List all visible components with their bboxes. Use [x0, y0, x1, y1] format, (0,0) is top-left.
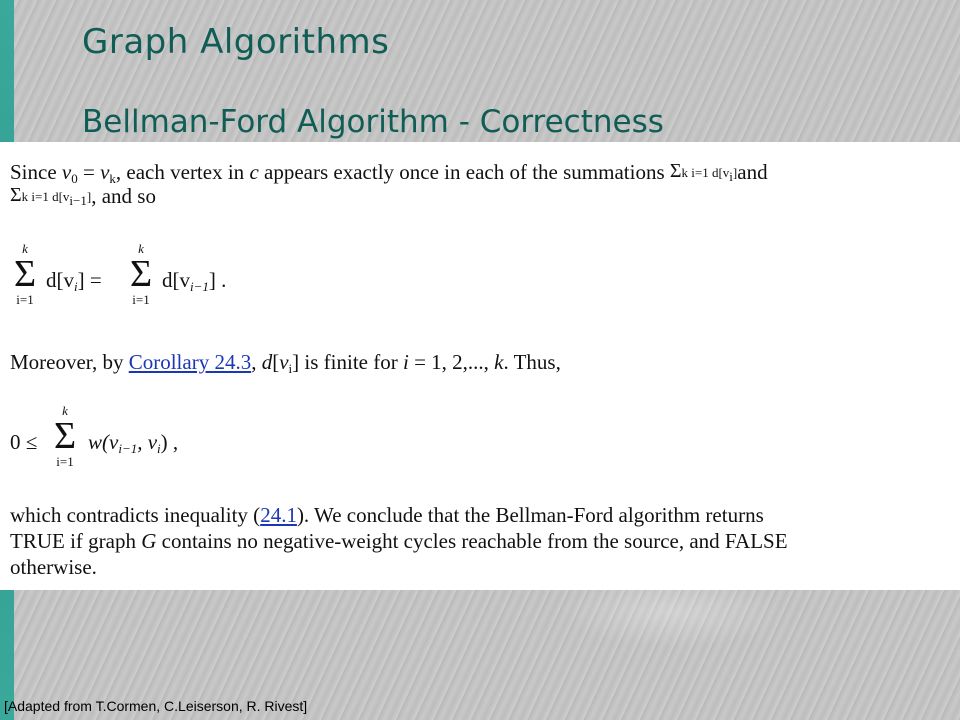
term-end: ] .: [208, 268, 227, 292]
summation-lhs: [10, 242, 40, 307]
term-sub: i−1: [118, 441, 138, 456]
inequality-link[interactable]: 24.1: [260, 503, 297, 527]
citation: [Adapted from T.Cormen, C.Leiserson, R. Rivest]: [4, 698, 308, 714]
term: d[v: [46, 268, 74, 292]
paragraph-4-line-1: [10, 502, 788, 528]
math-var: v: [61, 160, 72, 184]
sum-end: ]: [86, 189, 92, 204]
paragraph-4-line-3: otherwise.: [10, 555, 97, 579]
equation-2: [10, 404, 310, 484]
sigma: Σ: [129, 253, 153, 295]
text: TRUE if graph: [10, 529, 142, 553]
text: , and so: [91, 184, 156, 208]
inline-summation: [670, 160, 737, 185]
text: ,: [251, 350, 262, 374]
slide-subtitle: Bellman-Ford Algorithm - Correctness: [82, 104, 664, 140]
inline-summation: [10, 184, 91, 209]
term-mid: , v: [137, 430, 158, 454]
sum-sub: i: [729, 169, 733, 184]
paragraph-4: [10, 502, 788, 580]
text: ). We conclude that the Bellman-Ford algorithm returns: [296, 503, 764, 527]
term: d[v: [162, 268, 190, 292]
equation-1: [10, 242, 310, 322]
term-sub: i: [74, 279, 78, 294]
sum-lower: i=1: [132, 292, 150, 307]
math-var: v: [100, 160, 110, 184]
text: Moreover, by: [10, 350, 129, 374]
math-var: k: [494, 350, 504, 374]
content-panel: [0, 142, 960, 590]
math-sub: 0: [71, 171, 78, 186]
sum-upper: k: [138, 241, 144, 256]
sigma: Σ: [13, 253, 37, 295]
math-var: G: [141, 529, 157, 553]
text: contains no negative-weight cycles reachable from the source, and FALSE: [156, 529, 788, 553]
term-end: ) ,: [160, 430, 179, 454]
math-sub: k: [109, 171, 116, 186]
math-var: i: [402, 350, 409, 374]
slide-title: Graph Algorithms: [82, 22, 390, 62]
sum-upper: k: [62, 403, 68, 418]
term-sub: i−1: [190, 279, 209, 294]
summation-rhs: [126, 242, 156, 307]
math-var: d: [261, 350, 273, 374]
term-sub: i: [157, 441, 161, 456]
text: ] is finite for: [292, 350, 403, 374]
text: , each vertex in: [115, 160, 250, 184]
text: which contradicts inequality (: [10, 503, 261, 527]
sum-index: k i=1 d[v: [681, 165, 730, 180]
text: . Thus,: [503, 350, 561, 374]
text: = 1, 2,...,: [408, 350, 495, 374]
math-var: c: [249, 160, 259, 184]
text: appears exactly once in each of the summations: [258, 160, 670, 184]
math-sub: i: [288, 361, 293, 376]
text: Since: [10, 160, 62, 184]
sum-sub: i−1: [69, 193, 87, 208]
sum-lower: i=1: [16, 292, 34, 307]
sum-index: k i=1 d[v: [21, 189, 70, 204]
paragraph-3: [10, 350, 561, 377]
corollary-link[interactable]: Corollary 24.3: [128, 350, 252, 374]
paragraph-1: [10, 160, 768, 187]
equation-rhs-term: [162, 268, 226, 295]
sum-end: ]: [732, 165, 738, 180]
term: w(v: [88, 430, 119, 454]
equation-lhs-term: [46, 268, 102, 295]
summation: [50, 404, 80, 469]
sigma: Σ: [53, 415, 77, 457]
sum-lower: i=1: [56, 454, 74, 469]
text: and: [737, 160, 768, 184]
text: [: [272, 350, 280, 374]
term-end: ] =: [77, 268, 102, 292]
inequality-lhs: 0 ≤: [10, 430, 38, 454]
sigma: Σ: [669, 160, 682, 182]
text: =: [77, 160, 101, 184]
paragraph-4-line-2: [10, 528, 788, 554]
paragraph-2: [10, 184, 156, 209]
sum-upper: k: [22, 241, 28, 256]
math-var: v: [279, 350, 289, 374]
weight-term: [88, 430, 178, 457]
sigma: Σ: [10, 184, 22, 206]
